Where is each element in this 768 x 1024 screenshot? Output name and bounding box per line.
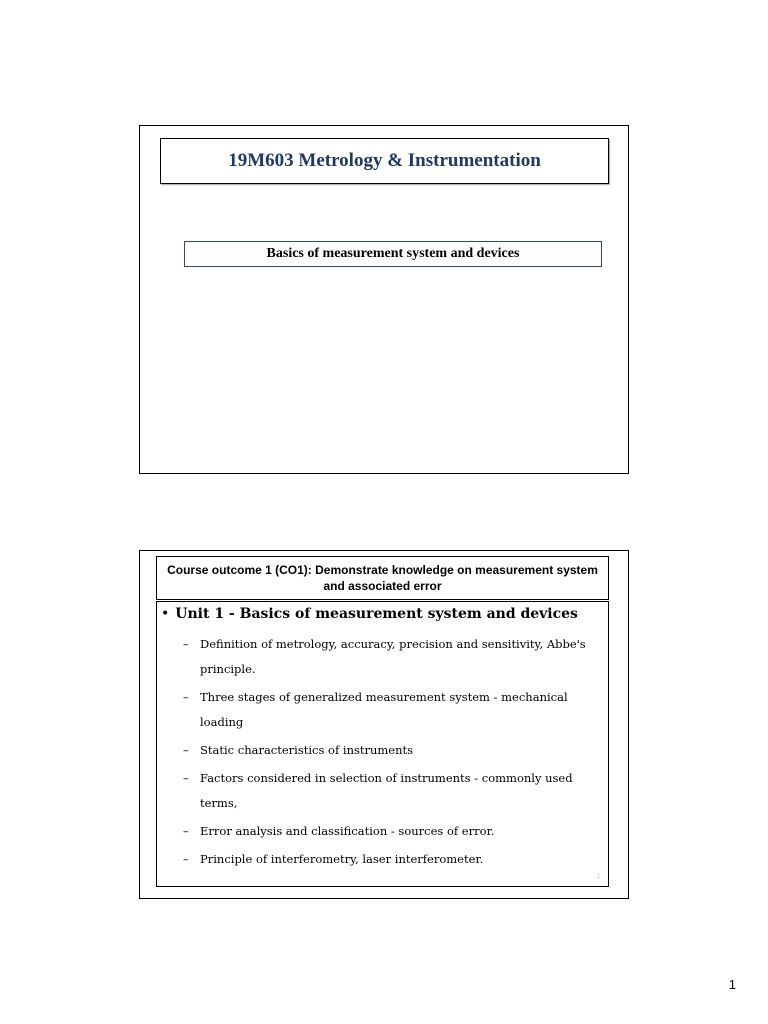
unit-heading-text: Unit 1 - Basics of measurement system and devices — [175, 606, 578, 622]
slide-number: 2 — [596, 874, 600, 880]
unit-heading — [161, 606, 578, 622]
list-item — [183, 847, 608, 872]
list-item — [183, 685, 608, 735]
course-outcome-text: Course outcome 1 (CO1): Demonstrate knowledge on measurement system and associated error — [167, 563, 598, 593]
list-item — [183, 738, 608, 763]
bullet-icon: • — [161, 606, 170, 622]
dash-icon: – — [183, 771, 189, 785]
list-item-text: Definition of metrology, accuracy, precision and sensitivity, Abbe's principle. — [200, 637, 586, 676]
dash-icon: – — [183, 637, 189, 651]
dash-icon: – — [183, 690, 189, 704]
content-box — [156, 601, 609, 887]
slide-1 — [139, 125, 629, 474]
dash-icon: – — [183, 743, 189, 757]
subtitle-box — [184, 241, 602, 267]
slide-title: 19M603 Metrology & Instrumentation — [228, 150, 541, 171]
list-item — [183, 819, 608, 844]
page-number: 1 — [728, 977, 736, 992]
title-box — [160, 138, 609, 184]
list-item — [183, 632, 608, 682]
dash-icon: – — [183, 824, 189, 838]
list-item-text: Error analysis and classification - sources of error. — [200, 824, 495, 838]
slide-2 — [139, 550, 629, 899]
list-item-text: Three stages of generalized measurement system - mechanical loading — [200, 690, 568, 729]
list-item — [183, 766, 608, 816]
topic-list — [183, 632, 608, 875]
slide-subtitle: Basics of measurement system and devices — [266, 246, 520, 261]
dash-icon: – — [183, 852, 189, 866]
list-item-text: Principle of interferometry, laser interferometer. — [200, 852, 484, 866]
course-outcome-box — [156, 556, 609, 600]
list-item-text: Static characteristics of instruments — [200, 743, 414, 757]
list-item-text: Factors considered in selection of instruments - commonly used terms, — [200, 771, 573, 810]
